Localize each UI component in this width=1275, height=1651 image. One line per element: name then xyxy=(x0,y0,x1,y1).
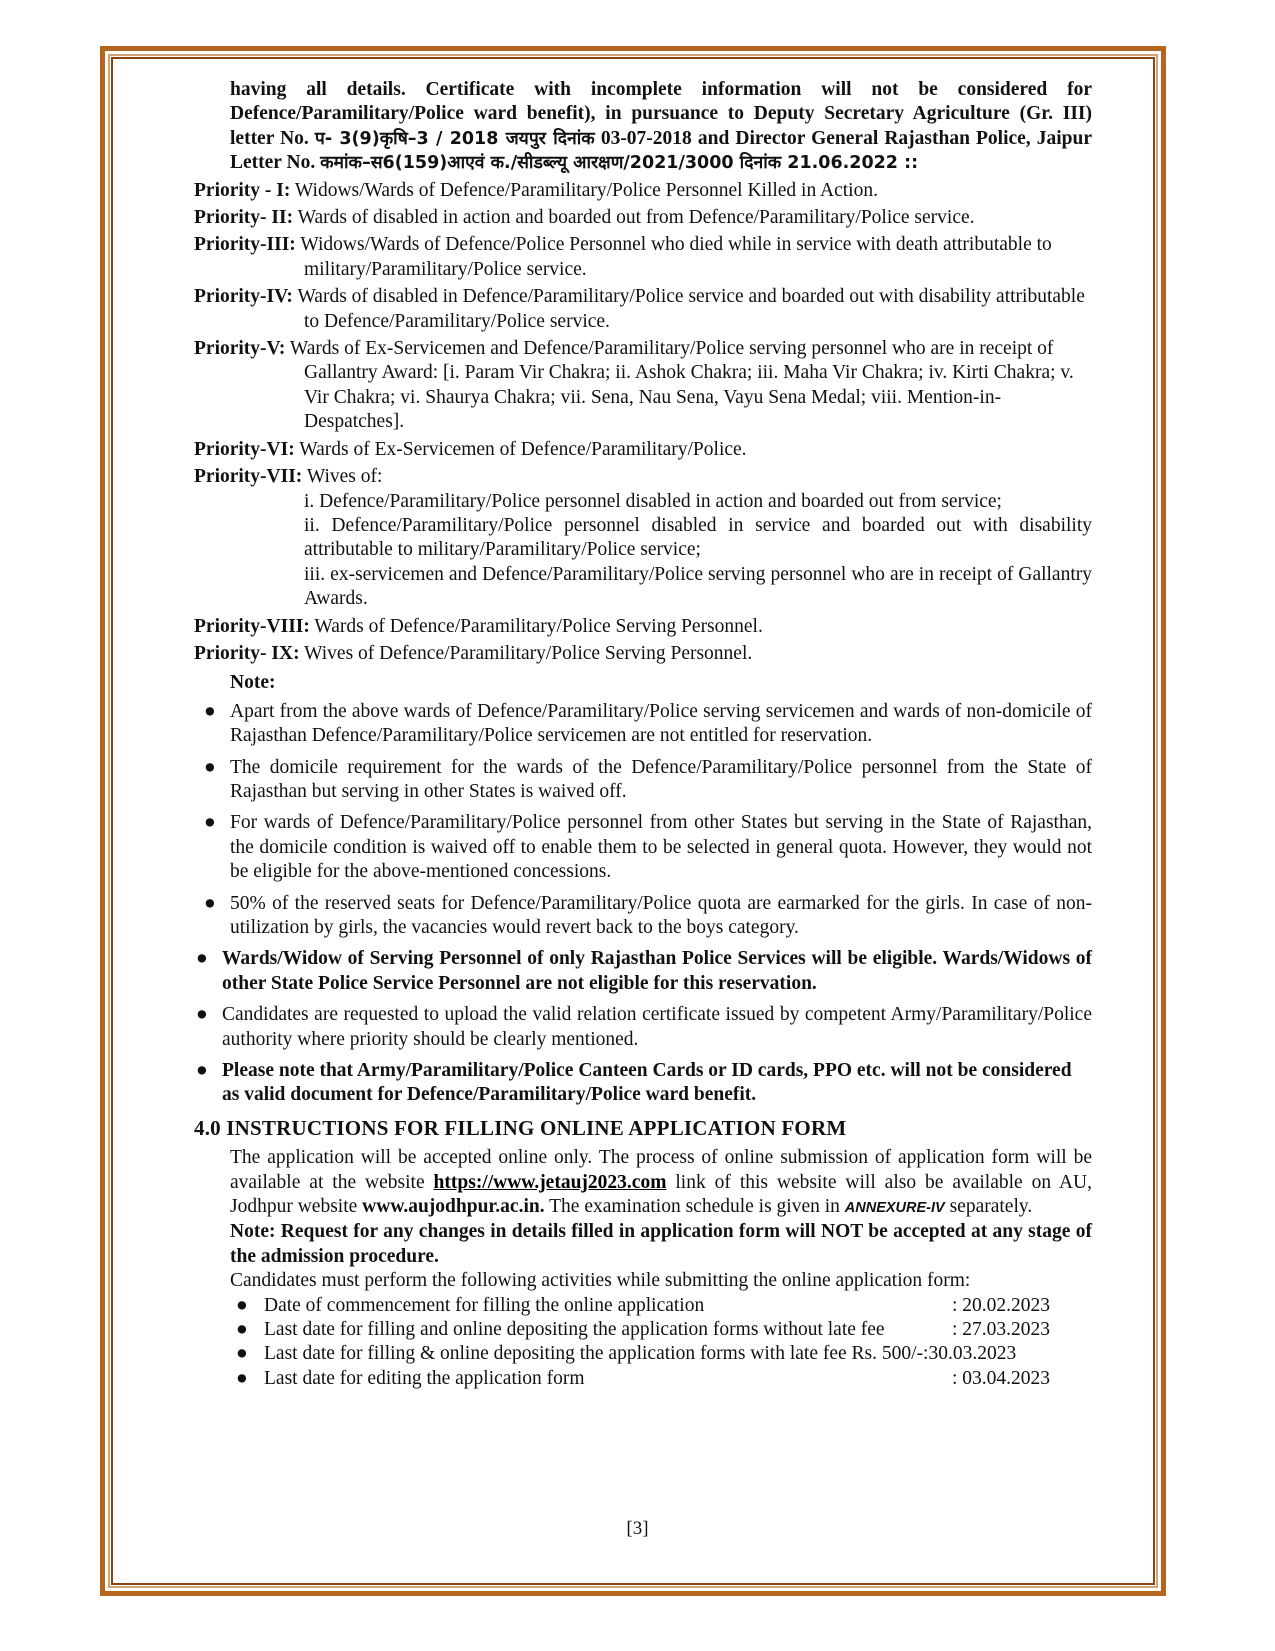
annexure-reference: ANNEXURE-IV xyxy=(844,1200,945,1217)
priority-5 xyxy=(194,337,1092,435)
bullet-icon: ● xyxy=(204,892,216,914)
priority-text: Wives of: xyxy=(306,466,383,488)
priority-1 xyxy=(194,179,1092,203)
priority-label: Priority-IV: xyxy=(194,286,293,308)
priority-label: Priority- IX: xyxy=(194,642,300,664)
priority-label: Priority-VI: xyxy=(194,438,295,460)
note-text: Apart from the above wards of Defence/Paramilitary/Police serving servicemen and wards of non-domicile of Rajasthan Defence/Paramilitary/Police servicemen are not entitled for reservation. xyxy=(230,700,1092,747)
notes-list xyxy=(194,700,1092,1108)
para-text: separately. xyxy=(949,1196,1033,1218)
para-text: The examination schedule is given in xyxy=(549,1196,840,1218)
note-text: Please note that Army/Paramilitary/Police Canteen Cards or ID cards, PPO etc. will not be considered as valid document for Defence/Paramilitary/Police ward benefit. xyxy=(222,1060,1072,1106)
bullet-icon: ● xyxy=(196,948,208,970)
priority-text: Wards of disabled in action and boarded out from Defence/Paramilitary/Police service. xyxy=(297,207,975,229)
priority-label: Priority-V: xyxy=(194,338,286,360)
bullet-icon: ● xyxy=(236,1294,248,1316)
priority-2 xyxy=(194,206,1092,230)
date-value: : 03.04.2023 xyxy=(951,1367,1050,1389)
note-heading: Note: xyxy=(230,672,276,694)
note-text: Candidates are requested to upload the valid relation certificate issued by competent Army/Paramilitary/Police authority where priority should be clearly mentioned. xyxy=(222,1004,1092,1050)
bullet-icon: ● xyxy=(236,1343,248,1365)
priority-8 xyxy=(194,615,1092,639)
intro-text-2: 03-07-2018 and Director General Rajasthan Police, Jaipur Letter No. xyxy=(230,127,1093,174)
website-link[interactable]: https://www.jetauj2023.com xyxy=(433,1171,667,1193)
list-item xyxy=(194,1003,1092,1052)
priority-text: Widows/Wards of Defence/Police Personnel who died while in service with death attributable to military/Paramilitary/Police service. xyxy=(300,234,1052,280)
date-label: Last date for filling & online depositing the application forms with late fee Rs. 500/-:30.03.2023 xyxy=(264,1343,1017,1365)
bullet-icon: ● xyxy=(236,1367,248,1389)
list-item xyxy=(194,811,1092,884)
priority-text: Wards of Ex-Servicemen and Defence/Paramilitary/Police serving personnel who are in receipt of Gallantry Award: [i. Param Vir Chakra; ii. Ashok Chakra; iii. Maha Vir Chakra; iv. Kirti Chakra; v. Vir Chakra; vi. Shaurya Chakra; vii. Sena, Nau Sena, Vayu Sena Medal; viii. Mention-in-Despatches]. xyxy=(289,338,1074,433)
priority-text: Wards of disabled in Defence/Paramilitary/Police service and boarded out with disability attributable to Defence/Paramilitary/Police service. xyxy=(297,286,1085,332)
priority-text: Wives of Defence/Paramilitary/Police Serving Personnel. xyxy=(304,642,753,664)
bullet-icon: ● xyxy=(196,1004,208,1026)
application-paragraph xyxy=(230,1146,1092,1220)
priority-text: Wards of Ex-Servicemen of Defence/Paramilitary/Police. xyxy=(299,438,747,460)
priority-text: Wards of Defence/Paramilitary/Police Serving Personnel. xyxy=(314,615,763,637)
para-text: The application will be accepted online only. The process of online submission of application form will be available at the website xyxy=(230,1147,1092,1193)
list-item xyxy=(194,1059,1092,1108)
intro-hindi-1: प- 3(9)कृषि–3 / 2018 जयपुर दिनांक xyxy=(314,128,595,149)
priority-label: Priority- II: xyxy=(194,207,294,229)
priority-9 xyxy=(194,642,1092,666)
intro-hindi-2: कमांक–स6(159)आएवं क./सीडब्ल्यू आरक्षण/2021/3000 दिनांक 21.06.2022 :: xyxy=(320,153,919,174)
activities-intro: Candidates must perform the following activities while submitting the online application form: xyxy=(230,1270,971,1292)
priority-3 xyxy=(194,233,1092,282)
list-item xyxy=(194,756,1092,805)
priority-label: Priority-III: xyxy=(194,234,296,256)
date-value: : 27.03.2023 xyxy=(951,1319,1050,1341)
dates-list xyxy=(230,1294,1092,1392)
list-item xyxy=(194,892,1092,941)
priority-label: Priority - I: xyxy=(194,179,291,201)
intro-text-1: having all details. Certificate with incomplete information will not be considered for Defence/Paramilitary/Police ward benefit), in pursuance to Deputy Secretary Agriculture (Gr. III) letter No. xyxy=(230,79,1092,149)
bullet-icon: ● xyxy=(196,1060,208,1082)
note-text: 50% of the reserved seats for Defence/Paramilitary/Police quota are earmarked for the girls. In case of non-utilization by girls, the vacancies would revert back to the boys category. xyxy=(230,892,1092,938)
priority-4 xyxy=(194,285,1092,334)
intro-paragraph xyxy=(230,78,1092,176)
priority-label: Priority-VII: xyxy=(194,466,303,488)
priority-label: Priority-VIII: xyxy=(194,615,310,637)
priority-text: Widows/Wards of Defence/Paramilitary/Police Personnel Killed in Action. xyxy=(294,179,878,201)
university-website: www.aujodhpur.ac.in. xyxy=(362,1196,545,1218)
priority-7-sub-1: i. Defence/Paramilitary/Police personnel disabled in action and boarded out from service; xyxy=(304,490,1002,512)
date-label: Last date for filling and online depositing the application forms without late fee xyxy=(264,1319,885,1341)
date-label: Date of commencement for filling the online application xyxy=(264,1294,705,1316)
section-heading: 4.0 INSTRUCTIONS FOR FILLING ONLINE APPLICATION FORM xyxy=(194,1115,847,1140)
priority-7-sub-3: iii. ex-servicemen and Defence/Paramilitary/Police serving personnel who are in receipt of Gallantry Awards. xyxy=(304,563,1092,610)
note-text: The domicile requirement for the wards of the Defence/Paramilitary/Police personnel from the State of Rajasthan but serving in other States is waived off. xyxy=(230,756,1092,802)
date-label: Last date for editing the application form xyxy=(264,1367,585,1389)
priority-7-sub-2: ii. Defence/Paramilitary/Police personnel disabled in service and boarded out with disability attributable to military/Paramilitary/Police service; xyxy=(304,514,1092,561)
priority-6 xyxy=(194,438,1092,462)
date-value: : 20.02.2023 xyxy=(951,1294,1050,1316)
para-text: link of this website will also be available on AU, Jodhpur website xyxy=(230,1171,1093,1218)
page-number: [3] xyxy=(626,1518,649,1539)
priority-7 xyxy=(194,465,1092,489)
list-item xyxy=(230,1318,1092,1342)
bullet-icon: ● xyxy=(204,812,216,834)
bullet-icon: ● xyxy=(204,700,216,722)
list-item xyxy=(230,1342,1092,1366)
section-note: Note: Request for any changes in details filled in application form will NOT be accepted at any stage of the admission procedure. xyxy=(230,1221,1092,1267)
list-item xyxy=(230,1367,1092,1391)
list-item xyxy=(230,1294,1092,1318)
document-body xyxy=(194,78,1092,1391)
bullet-icon: ● xyxy=(204,756,216,778)
note-text: For wards of Defence/Paramilitary/Police personnel from other States but serving in the State of Rajasthan, the domicile condition is waived off to enable them to be selected in general quota. However, they would not be eligible for the above-mentioned concessions. xyxy=(230,812,1092,883)
list-item xyxy=(194,700,1092,749)
note-text: Wards/Widow of Serving Personnel of only Rajasthan Police Services will be eligible. Wards/Widows of other State Police Service Personnel are not eligible for this reservation. xyxy=(222,948,1092,994)
bullet-icon: ● xyxy=(236,1319,248,1341)
list-item xyxy=(194,947,1092,996)
